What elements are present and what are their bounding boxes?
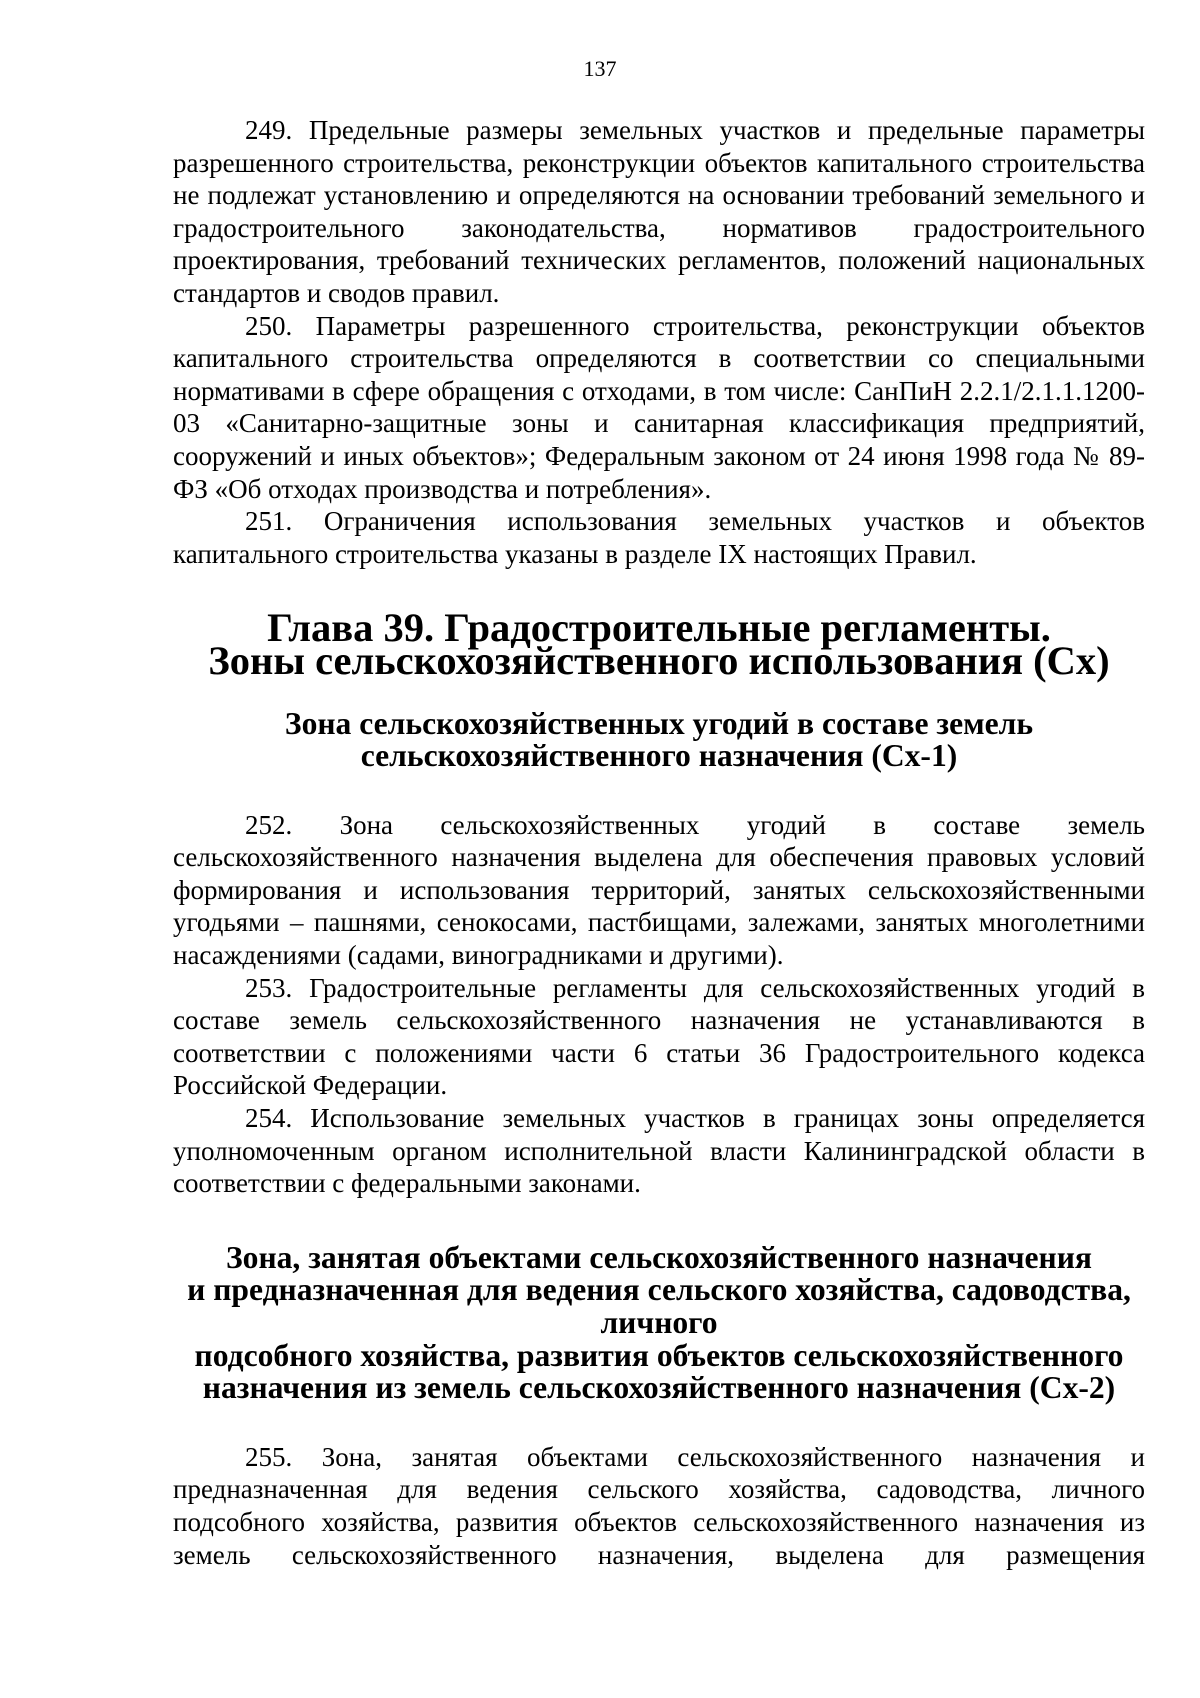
page-number: 137 bbox=[583, 56, 617, 81]
zone-cx2-heading-line: и предназначенная для ведения сельского хозяйства, садоводства, личного bbox=[187, 1272, 1131, 1340]
chapter-heading-line: Глава 39. Градостроительные регламенты. bbox=[267, 605, 1051, 651]
paragraph-254: 254. Использование земельных участков в границах зоны определяется уполномоченным органом исполнительной власти Калининградской области в соответствии с федеральными законами. bbox=[173, 1103, 1145, 1199]
paragraph-250: 250. Параметры разрешенного строительства, реконструкции объектов капитального строительства определяются в соответствии со специальными нормативами в сфере обращения с отходами, в том числе: СанПиН 2.2.1/2.1.1.1200-03 «Санитарно-защитные зоны и санитарная классификация предприятий, сооружений и иных объектов»; Федеральным законом от 24 июня 1998 года № 89-ФЗ «Об отходах производства и потребления». bbox=[173, 310, 1145, 504]
zone-cx1-heading-line: сельскохозяйственного назначения (Сх-1) bbox=[360, 738, 958, 774]
chapter-heading-line: Зоны сельскохозяйственного использования (Сх) bbox=[208, 637, 1110, 683]
chapter-heading bbox=[173, 605, 1145, 683]
paragraph-251: 251. Ограничения использования земельных участков и объектов капитального строительства указаны в разделе IX настоящих Правил. bbox=[173, 506, 1145, 569]
paragraph-252: 252. Зона сельскохозяйственных угодий в составе земель сельскохозяйственного назначения выделена для обеспечения правовых условий формирования и использования территорий, занятых сельскохозяйственными угодьями – пашнями, сенокосами, пастбищами, залежами, занятых многолетними насаждениями (садами, виноградниками и другими). bbox=[173, 809, 1145, 971]
zone-cx2-heading bbox=[173, 1239, 1145, 1406]
paragraph-255: 255. Зона, занятая объектами сельскохозяйственного назначения и предназначенная для ведения сельского хозяйства, садоводства, личного подсобного хозяйства, развития объектов сельскохозяйственного назначения из земель сельскохозяйственного назначения, выделена для размещения bbox=[173, 1441, 1145, 1570]
zone-cx1-heading-line: Зона сельскохозяйственных угодий в составе земель bbox=[284, 705, 1034, 741]
paragraph-249: 249. Предельные размеры земельных участков и предельные параметры разрешенного строительства, реконструкции объектов капитального строительства не подлежат установлению и определяются на основании требований земельного и градостроительного законодательства, нормативов градостроительного проектирования, требований технических регламентов, положений национальных стандартов и сводов правил. bbox=[173, 115, 1145, 308]
zone-cx2-heading-line: Зона, занятая объектами сельскохозяйственного назначения bbox=[225, 1239, 1093, 1275]
paragraph-253: 253. Градостроительные регламенты для сельскохозяйственных угодий в составе земель сельскохозяйственного назначения не устанавливаются в соответствии с положениями части 6 статьи 36 Градостроительного кодекса Российской Федерации. bbox=[173, 972, 1145, 1101]
zone-cx2-heading-line: назначения из земель сельскохозяйственного назначения (Сх-2) bbox=[202, 1370, 1116, 1406]
zone-cx1-heading bbox=[173, 705, 1145, 774]
document-body bbox=[173, 114, 1145, 1571]
zone-cx2-heading-line: подсобного хозяйства, развития объектов сельскохозяйственного bbox=[194, 1337, 1124, 1373]
